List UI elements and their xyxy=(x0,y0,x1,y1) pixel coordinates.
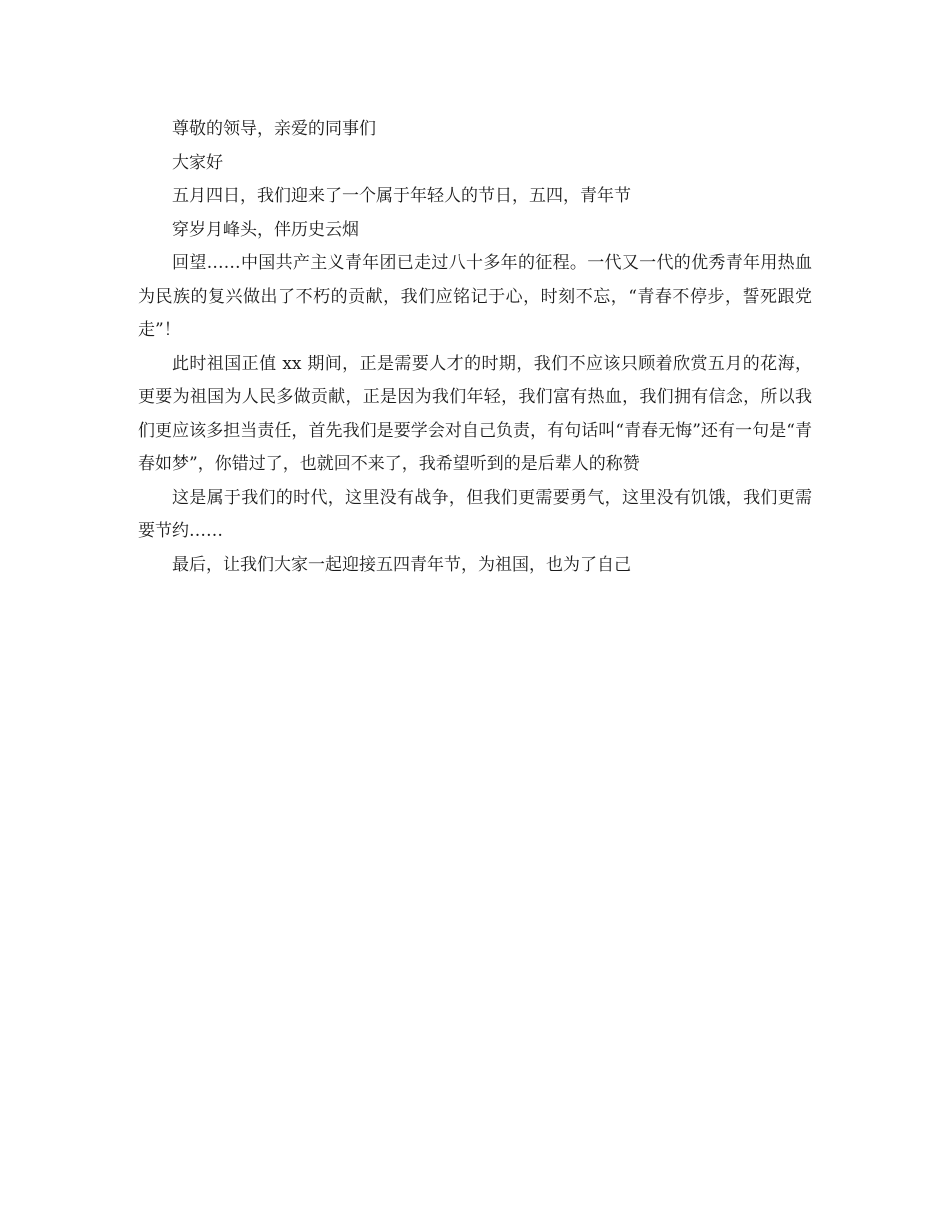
paragraph-retrospect: 回望……中国共产主义青年团已走过八十多年的征程。一代又一代的优秀青年用热血为民族的复兴做出了不朽的贡献，我们应铭记于心，时刻不忘，“青春不停步，誓死跟党走”！ xyxy=(138,253,812,340)
paragraph-closing: 最后，让我们大家一起迎接五四青年节，为祖国，也为了自己 xyxy=(172,554,631,575)
paragraph-occasion: 五月四日，我们迎来了一个属于年轻人的节日，五四，青年节 xyxy=(172,186,631,206)
paragraph-our-era: 这是属于我们的时代，这里没有战争，但我们更需要勇气，这里没有饥饿，我们更需要节约…… xyxy=(138,487,812,541)
paragraph-history: 穿岁月峰头，伴历史云烟 xyxy=(172,219,359,240)
paragraph-responsibility: 此时祖国正值 xx 期间，正是需要人才的时期，我们不应该只顾着欣赏五月的花海，更要为祖国为人民多做贡献，正是因为我们年轻，我们富有热血，我们拥有信念，所以我们更应该多担当责任，首先我们是要学会对自己负责，有句话叫“青春无悔”还有一句是“青春如梦”，你错过了，也就回不来了，我希望听到的是后辈人的称赞 xyxy=(138,353,812,474)
document-body xyxy=(138,113,812,582)
salutation: 尊敬的领导，亲爱的同事们 xyxy=(172,119,376,139)
greeting: 大家好 xyxy=(172,152,223,173)
